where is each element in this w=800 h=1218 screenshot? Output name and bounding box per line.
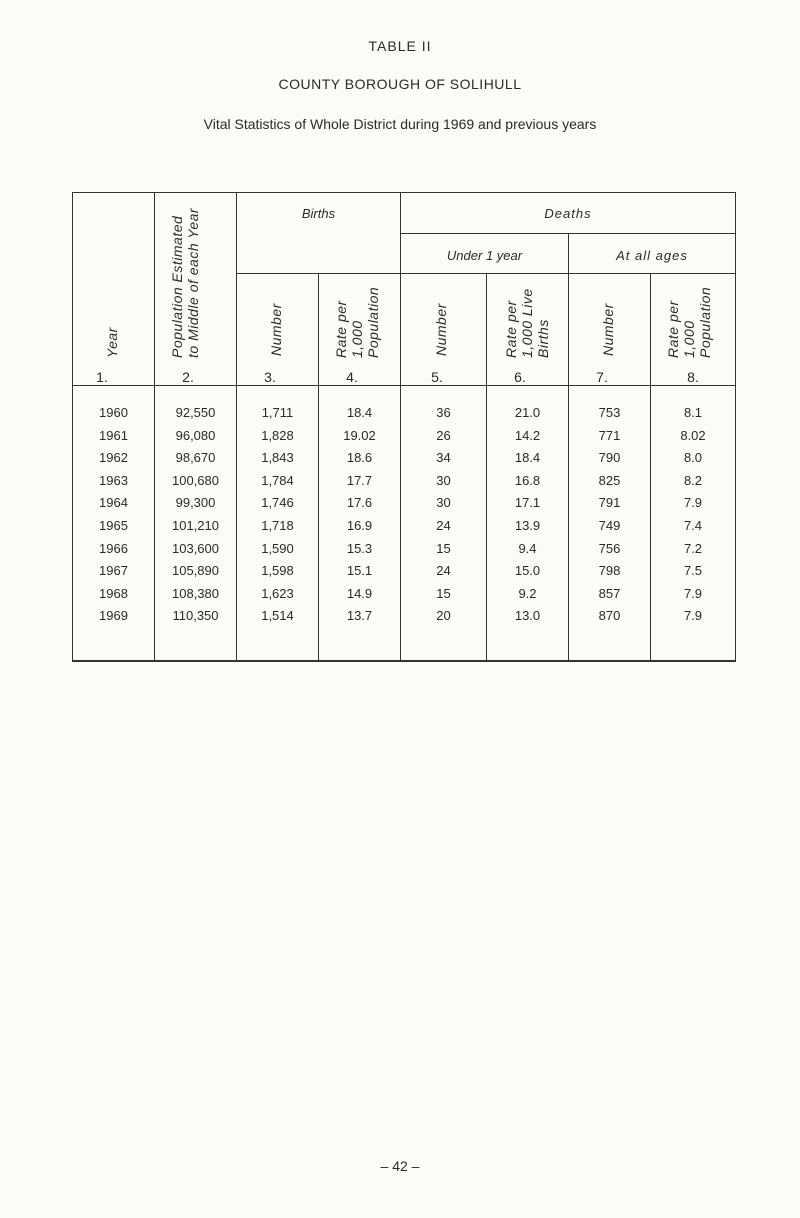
table-cell: 26 <box>436 428 451 443</box>
table-cell: 92,550 <box>175 405 216 420</box>
table-cell: 870 <box>598 608 621 623</box>
table-cell: 7.4 <box>683 518 703 533</box>
document-subtitle: Vital Statistics of Whole District during 1969 and previous years <box>203 116 597 132</box>
year-column-header: Year <box>104 327 120 358</box>
table-cell: 1967 <box>99 563 128 578</box>
table-cell: 15.0 <box>514 563 541 578</box>
borough-title: COUNTY BOROUGH OF SOLIHULL <box>278 76 522 92</box>
table-cell: 96,080 <box>175 428 216 443</box>
column-number: 3. <box>264 369 276 385</box>
column-number: 2. <box>182 369 194 385</box>
table-cell: 1965 <box>99 518 128 533</box>
page-number: – 42 – <box>380 1158 420 1174</box>
table-cell: 19.02 <box>343 428 376 443</box>
table-cell: 8.2 <box>683 473 703 488</box>
table-cell: 34 <box>436 450 451 465</box>
table-cell: 7.9 <box>683 495 703 510</box>
table-cell: 13.0 <box>514 608 541 623</box>
table-cell: 1962 <box>99 450 128 465</box>
deaths-group-header: Deaths <box>544 206 592 221</box>
table-right-border <box>735 192 736 662</box>
table-cell: 20 <box>436 608 451 623</box>
table-cell: 13.9 <box>514 518 541 533</box>
table-cell: 14.9 <box>346 586 373 601</box>
table-cell: 99,300 <box>175 495 216 510</box>
table-cell: 18.4 <box>514 450 541 465</box>
table-cell: 1,711 <box>261 405 294 420</box>
table-cell: 857 <box>598 586 621 601</box>
table-bottom-border <box>72 660 736 662</box>
table-cell: 1960 <box>99 405 128 420</box>
table-cell: 110,350 <box>172 608 219 623</box>
table-cell: 1,590 <box>261 541 294 556</box>
table-cell: 24 <box>436 563 451 578</box>
table-cell: 100,680 <box>172 473 219 488</box>
population-column-header: Population Estimated to Middle of each Year <box>169 207 202 358</box>
table-cell: 753 <box>598 405 621 420</box>
table-cell: 1964 <box>99 495 128 510</box>
column-number: 5. <box>431 369 443 385</box>
table-cell: 30 <box>436 495 451 510</box>
table-cell: 17.7 <box>346 473 373 488</box>
table-cell: 7.9 <box>683 608 703 623</box>
table-cell: 749 <box>598 518 621 533</box>
table-cell: 18.6 <box>346 450 373 465</box>
infant-deaths-rate-column-header: Rate per 1,000 Live Births <box>503 288 552 358</box>
table-cell: 1,718 <box>261 518 294 533</box>
table-cell: 16.8 <box>514 473 541 488</box>
column-number: 8. <box>687 369 699 385</box>
table-cell: 15.3 <box>346 541 373 556</box>
under-1-year-header: Under 1 year <box>446 248 523 263</box>
table-cell: 16.9 <box>346 518 373 533</box>
all-deaths-rate-column-header: Rate per 1,000 Population <box>665 286 714 358</box>
table-cell: 105,890 <box>172 563 219 578</box>
table-cell: 30 <box>436 473 451 488</box>
table-cell: 1968 <box>99 586 128 601</box>
table-cell: 1963 <box>99 473 128 488</box>
table-cell: 103,600 <box>172 541 219 556</box>
infant-deaths-number-column-header: Number <box>433 303 449 356</box>
table-cell: 756 <box>598 541 621 556</box>
table-cell: 7.9 <box>683 586 703 601</box>
births-number-column-header: Number <box>268 303 284 356</box>
table-cell: 771 <box>598 428 621 443</box>
table-cell: 1,828 <box>261 428 294 443</box>
table-cell: 1,746 <box>261 495 294 510</box>
table-cell: 108,380 <box>172 586 219 601</box>
header-bottom-border <box>72 385 736 386</box>
table-cell: 1,623 <box>261 586 294 601</box>
table-cell: 101,210 <box>172 518 219 533</box>
births-group-header: Births <box>301 206 336 221</box>
all-deaths-number-column-header: Number <box>600 303 616 356</box>
table-cell: 17.1 <box>514 495 541 510</box>
table-cell: 24 <box>436 518 451 533</box>
table-label: TABLE II <box>368 38 432 54</box>
table-cell: 1961 <box>99 428 128 443</box>
table-cell: 13.7 <box>346 608 373 623</box>
table-cell: 7.2 <box>683 541 703 556</box>
table-cell: 8.1 <box>683 405 703 420</box>
table-cell: 9.4 <box>518 541 537 556</box>
table-cell: 1969 <box>99 608 128 623</box>
table-cell: 9.2 <box>518 586 537 601</box>
all-ages-header: At all ages <box>616 248 688 263</box>
table-cell: 7.5 <box>683 563 703 578</box>
table-cell: 15 <box>436 541 451 556</box>
table-cell: 14.2 <box>514 428 541 443</box>
column-number: 7. <box>596 369 608 385</box>
table-cell: 798 <box>598 563 621 578</box>
table-cell: 8.02 <box>680 428 706 443</box>
table-cell: 1966 <box>99 541 128 556</box>
table-top-border <box>72 192 736 193</box>
table-cell: 8.0 <box>683 450 703 465</box>
table-cell: 21.0 <box>514 405 541 420</box>
table-cell: 36 <box>436 405 451 420</box>
table-cell: 15.1 <box>346 563 373 578</box>
table-cell: 15 <box>436 586 451 601</box>
births-rate-column-header: Rate per 1,000 Population <box>333 286 382 358</box>
column-number: 1. <box>96 369 108 385</box>
table-cell: 1,514 <box>261 608 294 623</box>
column-number: 6. <box>514 369 526 385</box>
table-cell: 825 <box>598 473 621 488</box>
table-cell: 1,598 <box>261 563 294 578</box>
table-cell: 98,670 <box>175 450 216 465</box>
table-cell: 790 <box>598 450 621 465</box>
table-cell: 1,784 <box>261 473 294 488</box>
table-cell: 1,843 <box>261 450 294 465</box>
table-cell: 17.6 <box>346 495 373 510</box>
column-number: 4. <box>346 369 358 385</box>
table-cell: 18.4 <box>346 405 373 420</box>
table-cell: 791 <box>598 495 621 510</box>
